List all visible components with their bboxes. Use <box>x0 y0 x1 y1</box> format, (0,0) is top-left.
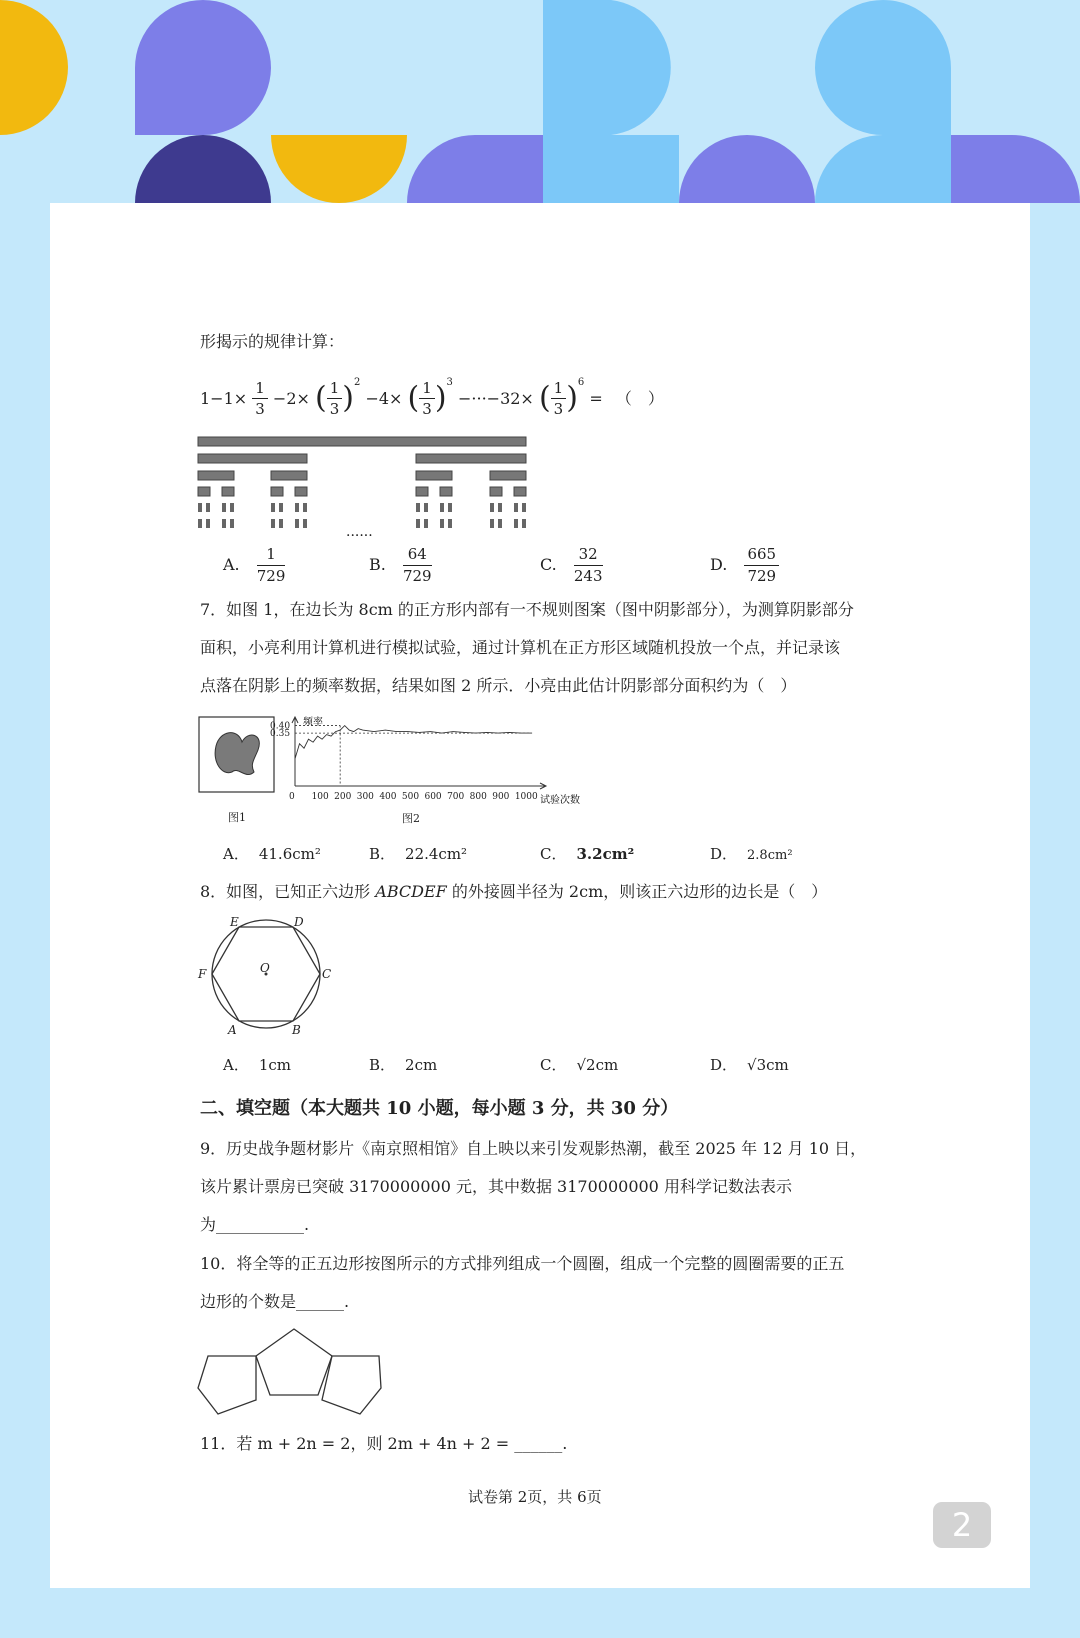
q8-label-o: O <box>260 961 270 975</box>
page-number-badge: 2 <box>933 1502 991 1548</box>
q7-line-3: 点落在阴影上的频率数据，结果如图 2 所示．小亮由此估计阴影部分面积约为（ ） <box>200 676 797 695</box>
q10-line-1: 10．将全等的正五边形按图所示的方式排列组成一个圆圈，组成一个完整的圆圈需要的正五 <box>200 1254 845 1273</box>
q8-option-d[interactable]: D． √3cm <box>710 1056 789 1074</box>
decorative-banner <box>0 0 1080 210</box>
chart-y-tick-label: 0.40 <box>270 721 291 732</box>
chart-x-tick-label: 900 <box>492 792 510 802</box>
banner-sky-circle <box>815 0 951 135</box>
chart-x-tick-label: 700 <box>447 792 465 802</box>
q8-text: 8．如图，已知正六边形 ABCDEF 的外接圆半径为 2cm，则该正六边形的边长是（ ） <box>200 882 828 901</box>
q10-pentagon-middle <box>256 1329 332 1395</box>
q8-option-c[interactable]: C． √2cm <box>540 1056 619 1074</box>
q7-frequency-chart <box>270 712 600 812</box>
q7-line-1: 7．如图 1，在边长为 8cm 的正方形内部有一不规则图案（图中阴影部分），为测算阴影部分 <box>200 600 854 619</box>
q10-answer-blank[interactable]: 边形的个数是______. <box>200 1292 350 1311</box>
q8-label-c: C <box>322 967 332 981</box>
chart-x-tick-label: 400 <box>379 792 397 802</box>
q6-ellipsis: ······ <box>346 528 373 544</box>
q7-fig1-label: 图1 <box>228 811 246 824</box>
q8-option-a[interactable]: A． 1cm <box>223 1056 292 1074</box>
q8-label-f: F <box>198 967 207 981</box>
q8-label-d: D <box>294 915 304 929</box>
q8-label-a: A <box>228 1023 237 1036</box>
chart-y-tick-label: 0.35 <box>270 729 291 740</box>
chart-ylabel: 频率 <box>303 717 323 728</box>
page-footer: 试卷第 2页，共 6页 <box>468 1488 602 1506</box>
q6-option-c[interactable]: C. $\frac{32}{243}$ <box>540 545 603 585</box>
chart-x-tick-label: 200 <box>334 792 352 802</box>
q6-option-b[interactable]: B. $\frac{64}{729}$ <box>369 545 432 585</box>
chart-x-tick-label: 0 <box>289 792 295 802</box>
q6-intro: 形揭示的规律计算： <box>200 332 345 351</box>
q6-option-a[interactable]: A. $\frac{1}{729}$ <box>223 545 286 585</box>
q10-pentagon-right <box>322 1356 381 1414</box>
q7-option-a[interactable]: A． 41.6cm² <box>223 845 321 863</box>
q8-hexagon-figure <box>196 910 336 1036</box>
chart-series-frequency <box>295 726 532 759</box>
q7-figure-1 <box>198 716 276 794</box>
q10-pentagon-left <box>198 1356 256 1414</box>
chart-x-tick-label: 300 <box>356 792 374 802</box>
q9-answer-blank[interactable]: 为___________. <box>200 1215 310 1234</box>
q7-option-d[interactable]: D． 2.8cm² <box>710 845 793 863</box>
chart-x-tick-label: 1000 <box>514 792 538 802</box>
banner-sky-shape <box>543 0 671 135</box>
q9-line-2: 该片累计票房已突破 3170000000 元，其中数据 3170000000 用科学记数法表示 <box>200 1177 792 1196</box>
q7-fig2-label: 图2 <box>402 812 420 825</box>
q8-label-b: B <box>292 1023 301 1036</box>
chart-x-tick-label: 500 <box>401 792 420 802</box>
chart-x-tick-label: 100 <box>311 792 329 802</box>
banner-sky-block <box>543 135 679 203</box>
banner-purple-drop <box>135 0 271 135</box>
chart-x-tick-label: 800 <box>469 792 487 802</box>
q9-line-1: 9．历史战争题材影片《南京照相馆》自上映以来引发观影热潮，截至 2025 年 12 月 10 日， <box>200 1139 867 1158</box>
q7-shaded-region <box>215 733 259 775</box>
q7-line-2: 面积，小亮利用计算机进行模拟试验，通过计算机在正方形区域随机投放一个点，并记录该 <box>200 638 841 657</box>
q7-option-b[interactable]: B． 22.4cm² <box>369 845 468 863</box>
q6-option-d[interactable]: D. $\frac{665}{729}$ <box>710 546 779 584</box>
q10-pentagon-figure <box>196 1326 386 1418</box>
q8-option-b[interactable]: B． 2cm <box>369 1056 438 1074</box>
q8-label-e: E <box>230 915 239 929</box>
chart-xlabel: 试验次数 <box>540 795 580 806</box>
q6-expression: 1−1× $\frac{1}{3}$ −2× ( $\frac{1}{3}$ )$^2$ −4× ( $\frac{1}{3}$ )$^3$ −···−32× ( $\frac{1}{3}$ )$^6$ = （ ） <box>200 377 664 418</box>
q7-option-c[interactable]: C． 3.2cm² <box>540 845 635 863</box>
chart-x-tick-label: 600 <box>424 792 442 802</box>
q11-text[interactable]: 11．若 m + 2n = 2，则 2m + 4n + 2 = ______. <box>200 1434 568 1453</box>
section-2-heading: 二、填空题（本大题共 10 小题，每小题 3 分，共 30 分） <box>200 1098 679 1119</box>
